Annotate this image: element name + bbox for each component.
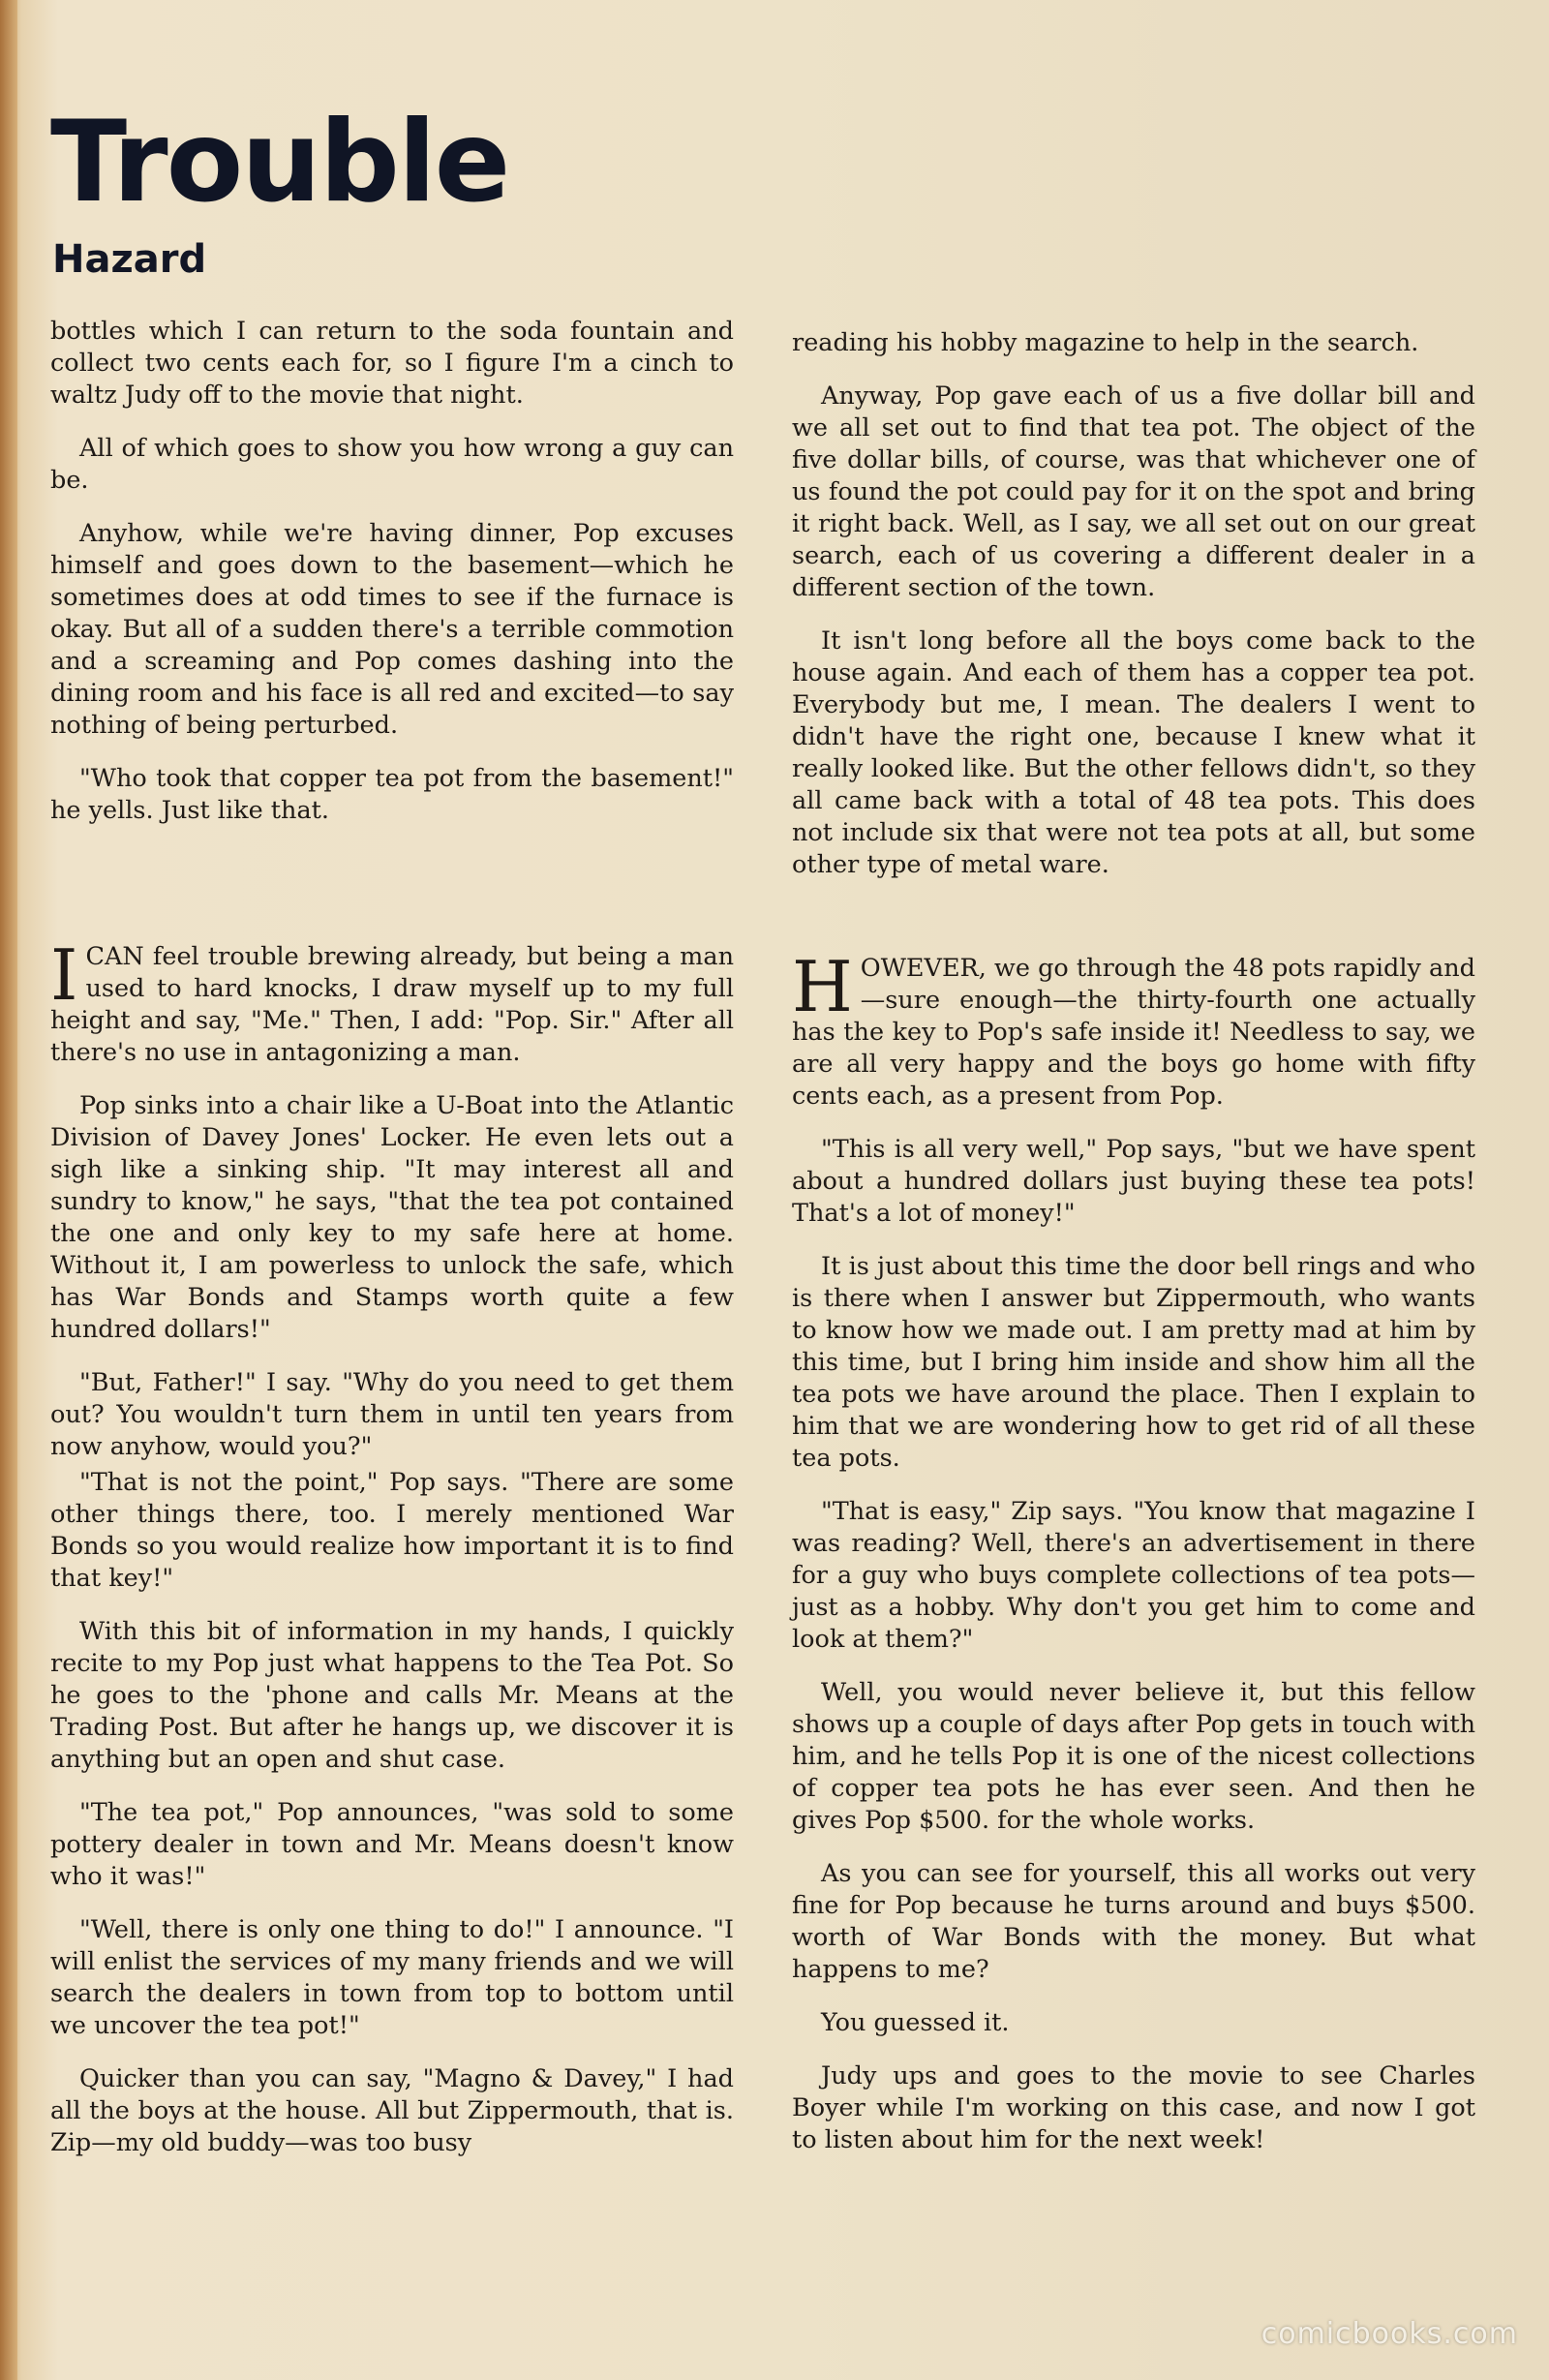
paragraph: "That is easy," Zip says. "You know that magazine I was reading? Well, there's an advertisement in there for a guy who buys complete collections of tea pots—just as a hobby. Why don't you get him to come and look at them?" <box>792 1497 1475 1654</box>
story-header <box>50 97 509 282</box>
paragraph: "The tea pot," Pop announces, "was sold to some pottery dealer in town and Mr. Means doesn't know who it was!" <box>50 1798 734 1891</box>
paragraph: "But, Father!" I say. "Why do you need to get them out? You wouldn't turn them in until ten years from now anyhow, would you?" <box>50 1368 734 1461</box>
paragraph: It is just about this time the door bell rings and who is there when I answer but Zippermouth, who wants to know how we made out. I am pretty mad at him by this time, but I bring him inside and show him all the tea pots we have around the place. Then I explain to him that we are wondering how to get rid of all these tea pots. <box>792 1252 1475 1473</box>
drop-cap-letter: H <box>792 946 853 1027</box>
section-break <box>50 848 734 941</box>
story-subtitle: Hazard <box>52 237 207 282</box>
paragraph: All of which goes to show you how wrong a guy can be. <box>50 434 734 495</box>
paragraph: Anyhow, while we're having dinner, Pop excuses himself and goes down to the basement—which he sometimes does at odd times to see if the furnace is okay. But all of a sudden there's a terrible commotion and a screaming and Pop comes dashing into the dining room and his face is all red and excited—to say nothing of being perturbed. <box>50 519 734 740</box>
paragraph: With this bit of information in my hands, I quickly recite to my Pop just what happens to the Tea Pot. So he goes to the 'phone and calls Mr. Means at the Trading Post. But after he hangs up, we discover it is anything but an open and shut case. <box>50 1617 734 1774</box>
paragraph: You guessed it. <box>821 2008 1010 2037</box>
dropcap-paragraph <box>792 946 1475 1113</box>
section-break <box>792 902 1475 953</box>
paragraph: Anyway, Pop gave each of us a five dollar bill and we all set out to find that tea pot. The object of the five dollar bills, of course, was that whichever one of us found the pot could pay for it on the spot and bring it right back. Well, as I say, we all set out on our great search, each of us covering a different dealer in a different section of the town. <box>792 381 1475 602</box>
paragraph: bottles which I can return to the soda fountain and collect two cents each for, so I figure I'm a cinch to waltz Judy off to the movie that night. <box>50 317 734 410</box>
page-spine <box>0 0 17 2380</box>
paragraph: "This is all very well," Pop says, "but we have spent about a hundred dollars just buying these tea pots! That's a lot of money!" <box>792 1135 1475 1228</box>
story-title: Trouble <box>50 97 509 228</box>
dropcap-paragraph <box>50 934 734 1069</box>
paragraph: Pop sinks into a chair like a U-Boat into the Atlantic Division of Davey Jones' Locker. He even lets out a sigh like a sinking ship. "It may interest all and sundry to know," he says, "that the tea pot contained the one and only key to my safe here at home. Without it, I am powerless to unlock the safe, which has War Bonds and Stamps worth quite a few hundred dollars!" <box>50 1091 734 1344</box>
paragraph-lead: OWEVER, we go through the 48 pots rapidly and—sure enough—the thirty-fourth one actually has the key to Pop's safe inside it! Needless to say, we are all very happy and the boys go home with fifty cents each, as a present from Pop. <box>792 954 1475 1111</box>
paragraph: It isn't long before all the boys come back to the house again. And each of them has a copper tea pot. Everybody but me, I mean. The dealers I went to didn't have the right one, because I knew what it really looked like. But the other fellows didn't, so they all came back with a total of 48 tea pots. This does not include six that were not tea pots at all, but some other type of metal ware. <box>792 626 1475 879</box>
paragraph: Well, you would never believe it, but this fellow shows up a couple of days after Pop gets in touch with him, and he tells Pop it is one of the nicest collections of copper tea pots he has ever seen. And then he gives Pop $500. for the whole works. <box>792 1678 1475 1835</box>
paragraph: Judy ups and goes to the movie to see Charles Boyer while I'm working on this case, and now I got to listen about him for the next week! <box>792 2061 1475 2154</box>
left-column <box>50 316 734 2181</box>
paragraph: reading his hobby magazine to help in the search. <box>792 328 1419 357</box>
right-column <box>792 327 1475 2178</box>
paragraph: "That is not the point," Pop says. "There are some other things there, too. I merely mentioned War Bonds so you would realize how important it is to find that key!" <box>50 1468 734 1593</box>
drop-cap-letter: I <box>50 934 78 1016</box>
paragraph: "Who took that copper tea pot from the basement!" he yells. Just like that. <box>50 764 734 825</box>
paragraph: As you can see for yourself, this all works out very fine for Pop because he turns around and buys $500. worth of War Bonds with the money. But what happens to me? <box>792 1859 1475 1984</box>
paragraph-lead: CAN feel trouble brewing already, but being a man used to hard knocks, I draw myself up to my full height and say, "Me." Then, I add: "Pop. Sir." After all there's no use in antagonizing a man. <box>50 942 734 1067</box>
paragraph: Quicker than you can say, "Magno & Davey," I had all the boys at the house. All but Zippermouth, that is. Zip—my old buddy—was too busy <box>50 2064 734 2157</box>
watermark-credit: comicbooks.com <box>1260 2317 1518 2351</box>
paragraph: "Well, there is only one thing to do!" I announce. "I will enlist the services of my many friends and we will search the dealers in town from top to bottom until we uncover the tea pot!" <box>50 1915 734 2040</box>
